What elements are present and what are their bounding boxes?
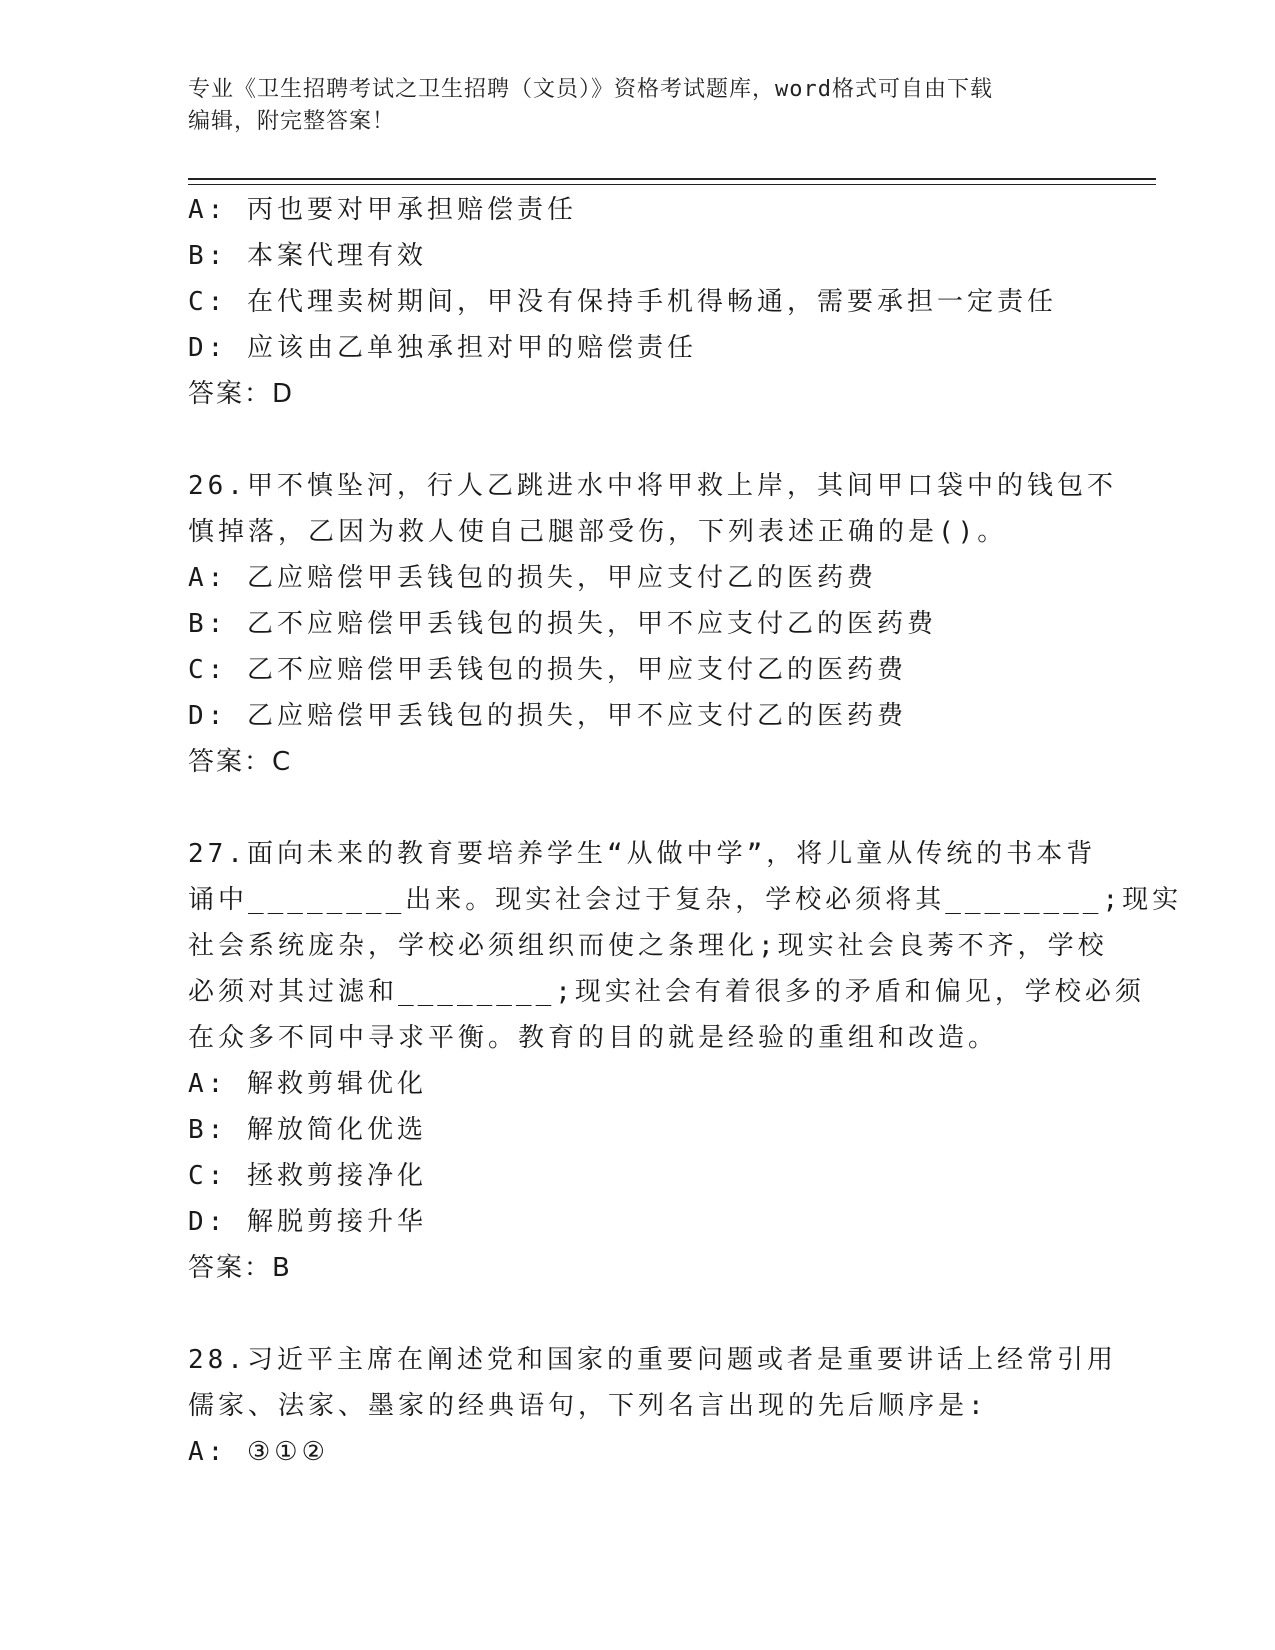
answer: 答案：D — [188, 379, 295, 409]
spacer — [188, 417, 1088, 463]
option-d: D: 应该由乙单独承担对甲的赔偿责任 — [188, 333, 697, 363]
question-25 — [188, 187, 1088, 417]
option-a: A: 丙也要对甲承担赔偿责任 — [188, 195, 577, 225]
question-stem-line: 诵中________出来。现实社会过于复杂，学校必须将其________;现实 — [188, 885, 1183, 915]
question-27 — [188, 831, 1183, 1291]
question-stem-line: 社会系统庞杂，学校必须组织而使之条理化;现实社会良莠不齐，学校 — [188, 931, 1108, 961]
question-stem-line: 27.面向未来的教育要培养学生“从做中学”，将儿童从传统的书本背 — [188, 839, 1097, 869]
page-header — [188, 74, 1088, 138]
option-a: A: 解救剪辑优化 — [188, 1069, 427, 1099]
question-stem-line: 必须对其过滤和________;现实社会有着很多的矛盾和偏见，学校必须 — [188, 977, 1145, 1007]
option-a: A: 乙应赔偿甲丢钱包的损失，甲应支付乙的医药费 — [188, 563, 877, 593]
question-content — [188, 187, 1183, 1475]
question-26 — [188, 463, 1117, 785]
spacer — [188, 1291, 1088, 1337]
question-stem-line: 26.甲不慎坠河，行人乙跳进水中将甲救上岸，其间甲口袋中的钱包不 — [188, 471, 1117, 501]
option-d: D: 解脱剪接升华 — [188, 1207, 427, 1237]
question-28 — [188, 1337, 1117, 1475]
question-stem-line: 儒家、法家、墨家的经典语句，下列名言出现的先后顺序是: — [188, 1391, 988, 1421]
spacer — [188, 785, 1088, 831]
option-c: C: 乙不应赔偿甲丢钱包的损失，甲应支付乙的医药费 — [188, 655, 907, 685]
option-b: B: 乙不应赔偿甲丢钱包的损失，甲不应支付乙的医药费 — [188, 609, 937, 639]
question-stem-line: 慎掉落，乙因为救人使自己腿部受伤，下列表述正确的是()。 — [188, 517, 1008, 547]
option-c: C: 在代理卖树期间，甲没有保持手机得畅通，需要承担一定责任 — [188, 287, 1057, 317]
answer: 答案：B — [188, 1253, 292, 1283]
question-stem-line: 28.习近平主席在阐述党和国家的重要问题或者是重要讲话上经常引用 — [188, 1345, 1117, 1375]
option-a: A: ③①② — [188, 1437, 329, 1467]
header-rule-thin — [188, 184, 1156, 185]
header-line-1: 专业《卫生招聘考试之卫生招聘（文员）》资格考试题库，word格式可自由下载 — [188, 77, 993, 102]
option-c: C: 拯救剪接净化 — [188, 1161, 427, 1191]
question-stem-line: 在众多不同中寻求平衡。教育的目的就是经验的重组和改造。 — [188, 1023, 999, 1053]
header-rule-thick — [188, 178, 1156, 180]
option-b: B: 本案代理有效 — [188, 241, 427, 271]
header-line-2: 编辑，附完整答案！ — [188, 109, 396, 134]
option-d: D: 乙应赔偿甲丢钱包的损失，甲不应支付乙的医药费 — [188, 701, 907, 731]
option-b: B: 解放简化优选 — [188, 1115, 427, 1145]
answer: 答案：C — [188, 747, 293, 777]
